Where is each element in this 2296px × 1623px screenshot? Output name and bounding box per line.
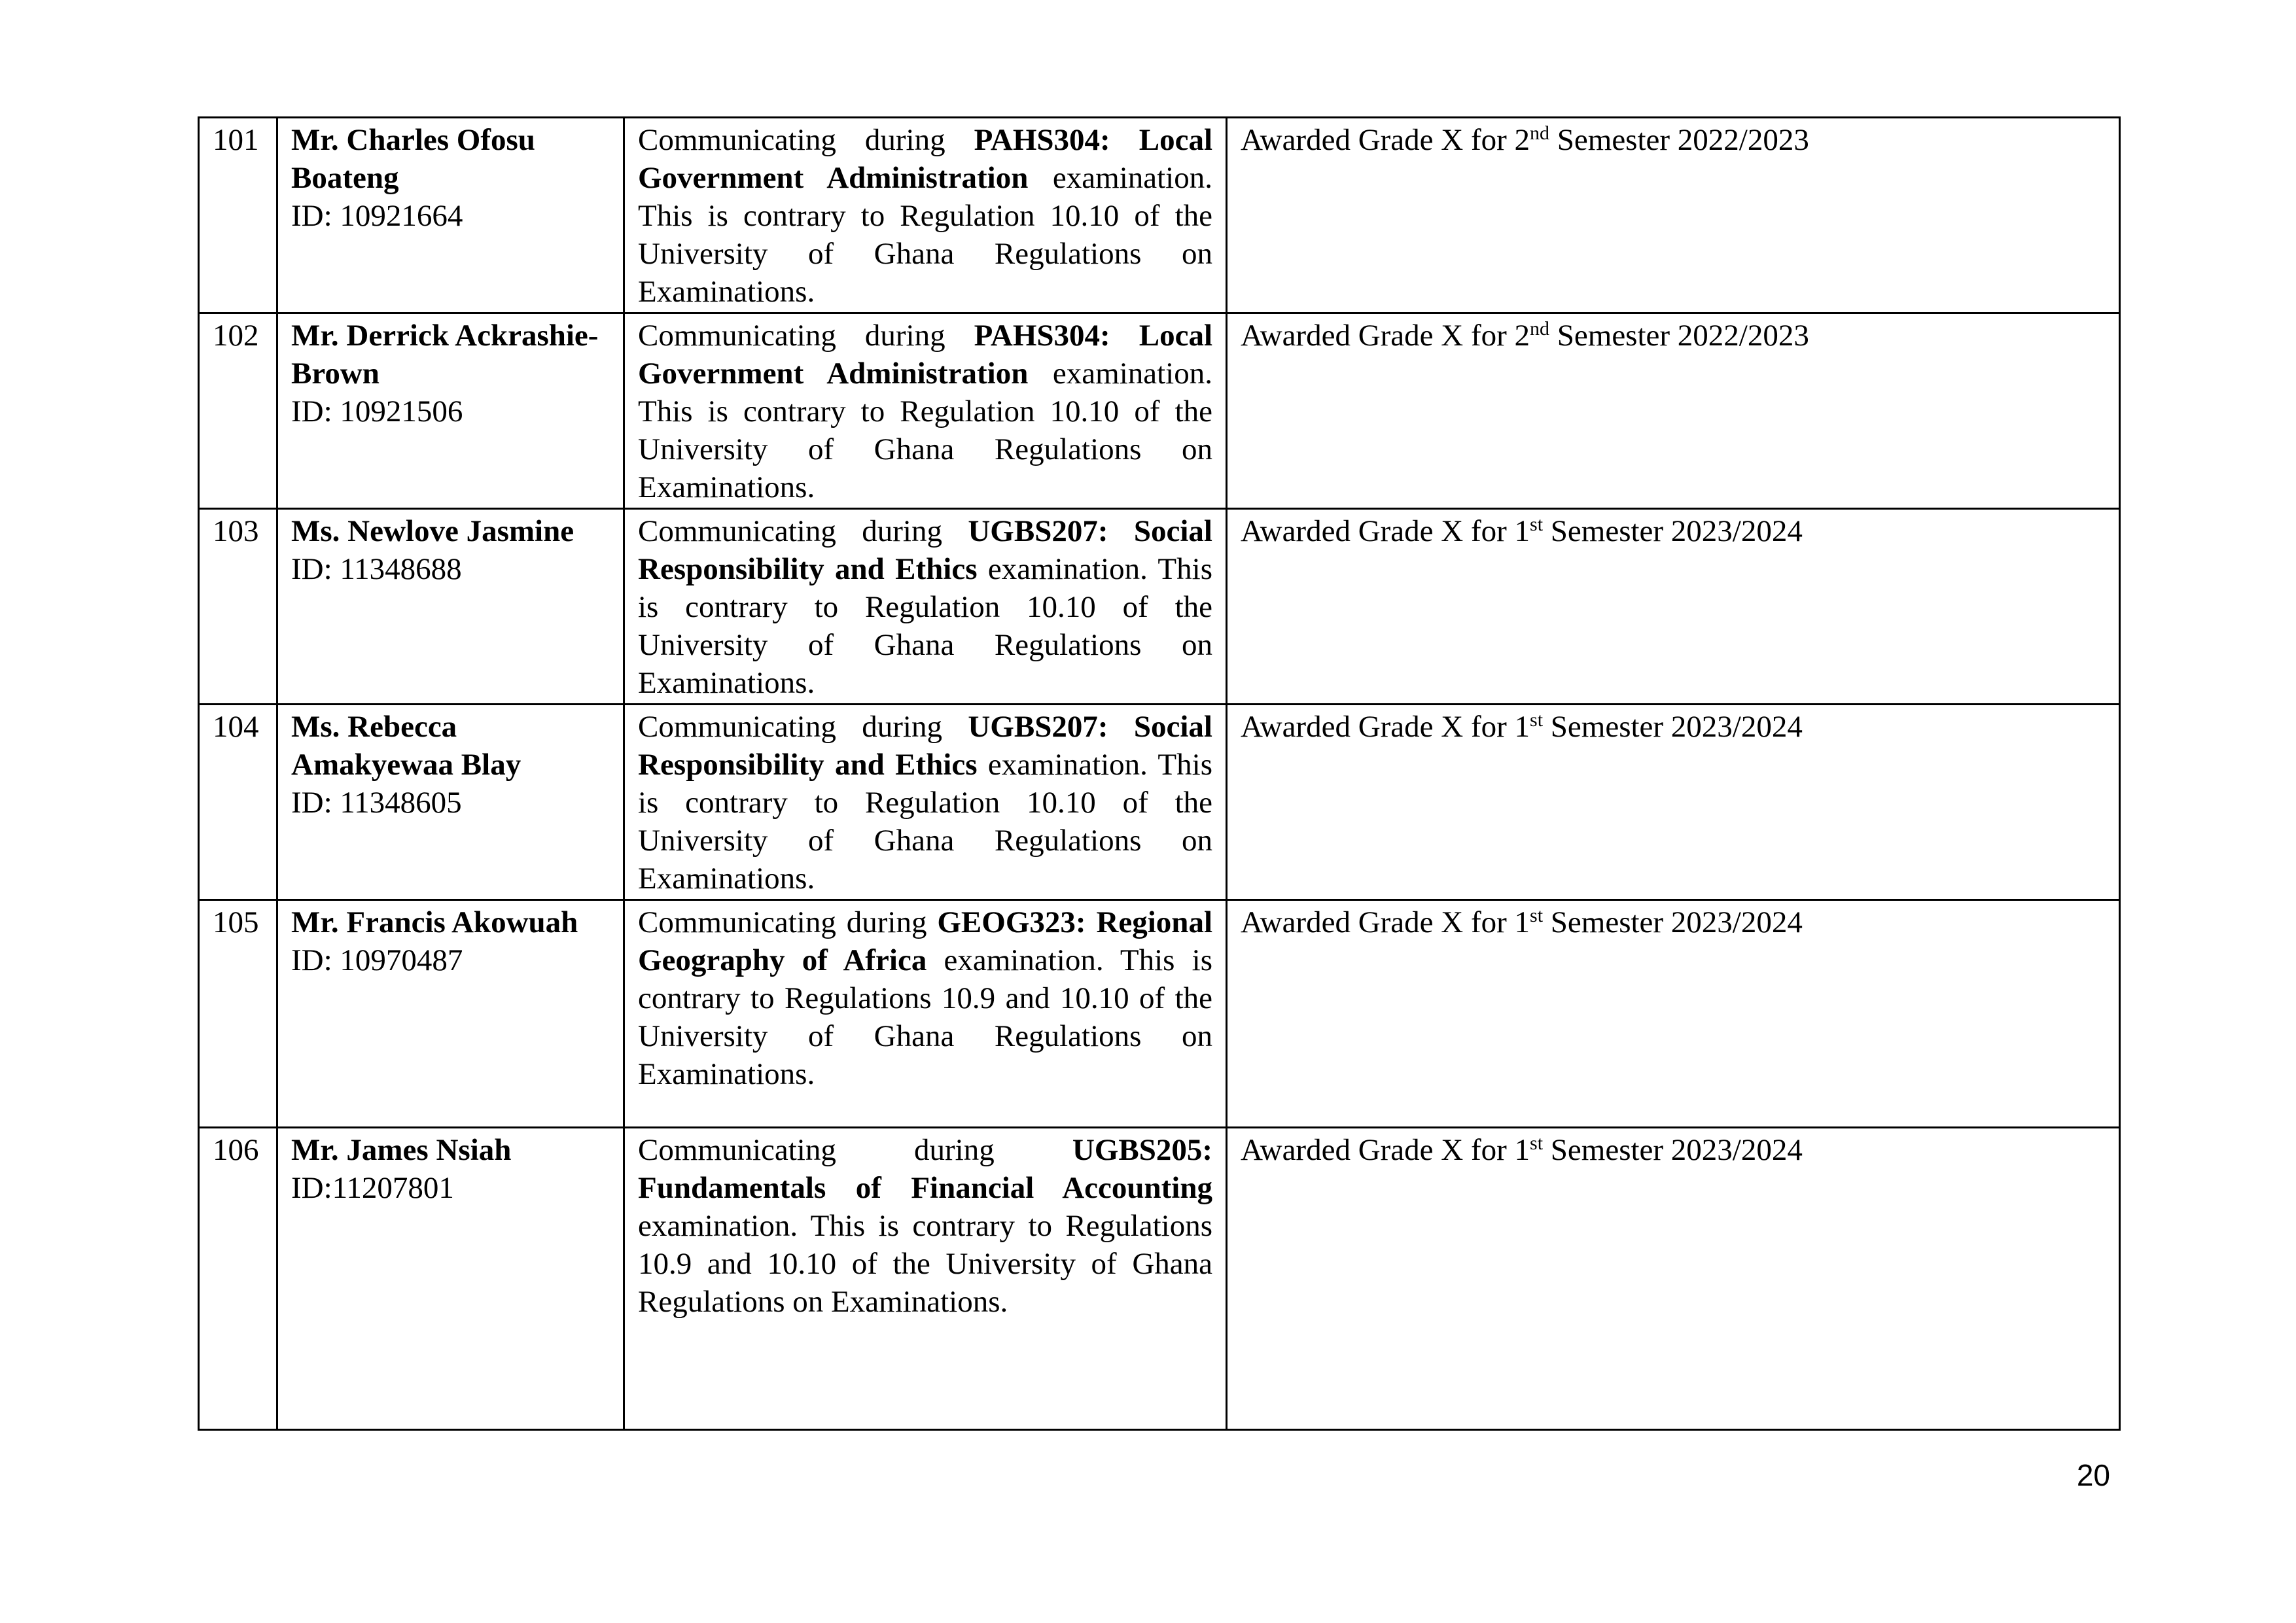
student-cell: [277, 900, 624, 1128]
student-cell: [277, 118, 624, 313]
offence-cell: [624, 705, 1227, 900]
sanction-cell: [1227, 705, 2120, 900]
sanction-text-post: Semester 2023/2024: [1543, 710, 1803, 744]
sanction-text-pre: Awarded Grade X for 1: [1241, 710, 1530, 744]
sanction-text-post: Semester 2023/2024: [1543, 1133, 1803, 1167]
sanction-text-post: Semester 2022/2023: [1549, 319, 1809, 353]
sanction-text-post: Semester 2022/2023: [1549, 123, 1809, 157]
student-name: Mr. Francis Akowuah: [291, 905, 578, 939]
sanction-text-post: Semester 2023/2024: [1543, 905, 1803, 939]
student-id: ID:11207801: [291, 1171, 454, 1205]
table-row: [199, 509, 2120, 705]
offence-cell: [624, 900, 1227, 1128]
student-id: ID: 10921506: [291, 394, 463, 428]
sanction-text-pre: Awarded Grade X for 2: [1241, 319, 1530, 353]
ordinal-suffix: st: [1530, 905, 1544, 926]
sanction-text-pre: Awarded Grade X for 2: [1241, 123, 1530, 157]
row-number: 105: [199, 900, 277, 1128]
sanction-text-pre: Awarded Grade X for 1: [1241, 905, 1530, 939]
offence-text-pre: Communicating during: [638, 1133, 1072, 1167]
table-row: [199, 705, 2120, 900]
sanction-text-post: Semester 2023/2024: [1543, 514, 1803, 548]
student-id: ID: 10970487: [291, 943, 463, 977]
sanction-text-pre: Awarded Grade X for 1: [1241, 514, 1530, 548]
ordinal-suffix: st: [1530, 514, 1544, 535]
row-number: 103: [199, 509, 277, 705]
ordinal-suffix: nd: [1530, 318, 1550, 340]
student-name: Ms. Rebecca Amakyewaa Blay: [291, 710, 521, 782]
course-name: UGBS205: Fundamentals of Financial Accounting: [638, 1133, 1212, 1205]
table-row: [199, 313, 2120, 509]
offence-cell: [624, 1128, 1227, 1430]
table-row: [199, 1128, 2120, 1430]
student-name: Mr. James Nsiah: [291, 1133, 512, 1167]
offence-text-pre: Communicating during: [638, 514, 968, 548]
offence-cell: [624, 509, 1227, 705]
student-cell: [277, 1128, 624, 1430]
sanctions-table: [198, 116, 2121, 1431]
sanctions-table-container: [198, 116, 2119, 1431]
row-number: 102: [199, 313, 277, 509]
offence-text-post: examination. This is contrary to Regulations 10.9 and 10.10 of the University of Ghana Regulations on Examinations.: [638, 1209, 1212, 1319]
course-name: PAHS304: Local Government Administration: [638, 319, 1212, 391]
student-name: Mr. Derrick Ackrashie-Brown: [291, 319, 599, 391]
sanction-cell: [1227, 118, 2120, 313]
student-name: Ms. Newlove Jasmine: [291, 514, 574, 548]
row-number: 101: [199, 118, 277, 313]
ordinal-suffix: nd: [1530, 122, 1550, 144]
page-number: 20: [2076, 1458, 2110, 1492]
sanction-cell: [1227, 1128, 2120, 1430]
offence-text-pre: Communicating during: [638, 710, 968, 744]
table-row: [199, 900, 2120, 1128]
student-cell: [277, 313, 624, 509]
sanction-text-pre: Awarded Grade X for 1: [1241, 1133, 1530, 1167]
offence-text-post: examination. This is contrary to Regulation 10.10 of the University of Ghana Regulations on Examinations.: [638, 748, 1212, 896]
course-name: GEOG323: Regional Geography of Africa: [638, 905, 1213, 977]
offence-text-pre: Communicating during: [638, 123, 974, 157]
offence-text-post: examination. This is contrary to Regulation 10.10 of the University of Ghana Regulations on Examinations.: [638, 357, 1212, 504]
offence-cell: [624, 313, 1227, 509]
table-row: [199, 118, 2120, 313]
course-name: UGBS207: Social Responsibility and Ethics: [638, 710, 1212, 782]
student-cell: [277, 509, 624, 705]
student-name: Mr. Charles Ofosu Boateng: [291, 123, 535, 195]
student-cell: [277, 705, 624, 900]
student-id: ID: 11348605: [291, 786, 462, 820]
offence-text-pre: Communicating during: [638, 905, 938, 939]
offence-text-pre: Communicating during: [638, 319, 974, 353]
row-number: 104: [199, 705, 277, 900]
course-name: PAHS304: Local Government Administration: [638, 123, 1212, 195]
ordinal-suffix: st: [1530, 1132, 1544, 1154]
ordinal-suffix: st: [1530, 709, 1544, 731]
sanction-cell: [1227, 509, 2120, 705]
offence-cell: [624, 118, 1227, 313]
course-name: UGBS207: Social Responsibility and Ethics: [638, 514, 1212, 586]
student-id: ID: 10921664: [291, 199, 463, 233]
offence-text-post: examination. This is contrary to Regulation 10.10 of the University of Ghana Regulations on Examinations.: [638, 161, 1212, 309]
offence-text-post: examination. This is contrary to Regulation 10.10 of the University of Ghana Regulations on Examinations.: [638, 552, 1212, 700]
offence-text-post: examination. This is contrary to Regulations 10.9 and 10.10 of the University of Ghana Regulations on Examinations.: [638, 943, 1212, 1091]
sanction-cell: [1227, 900, 2120, 1128]
student-id: ID: 11348688: [291, 552, 462, 586]
sanction-cell: [1227, 313, 2120, 509]
row-number: 106: [199, 1128, 277, 1430]
